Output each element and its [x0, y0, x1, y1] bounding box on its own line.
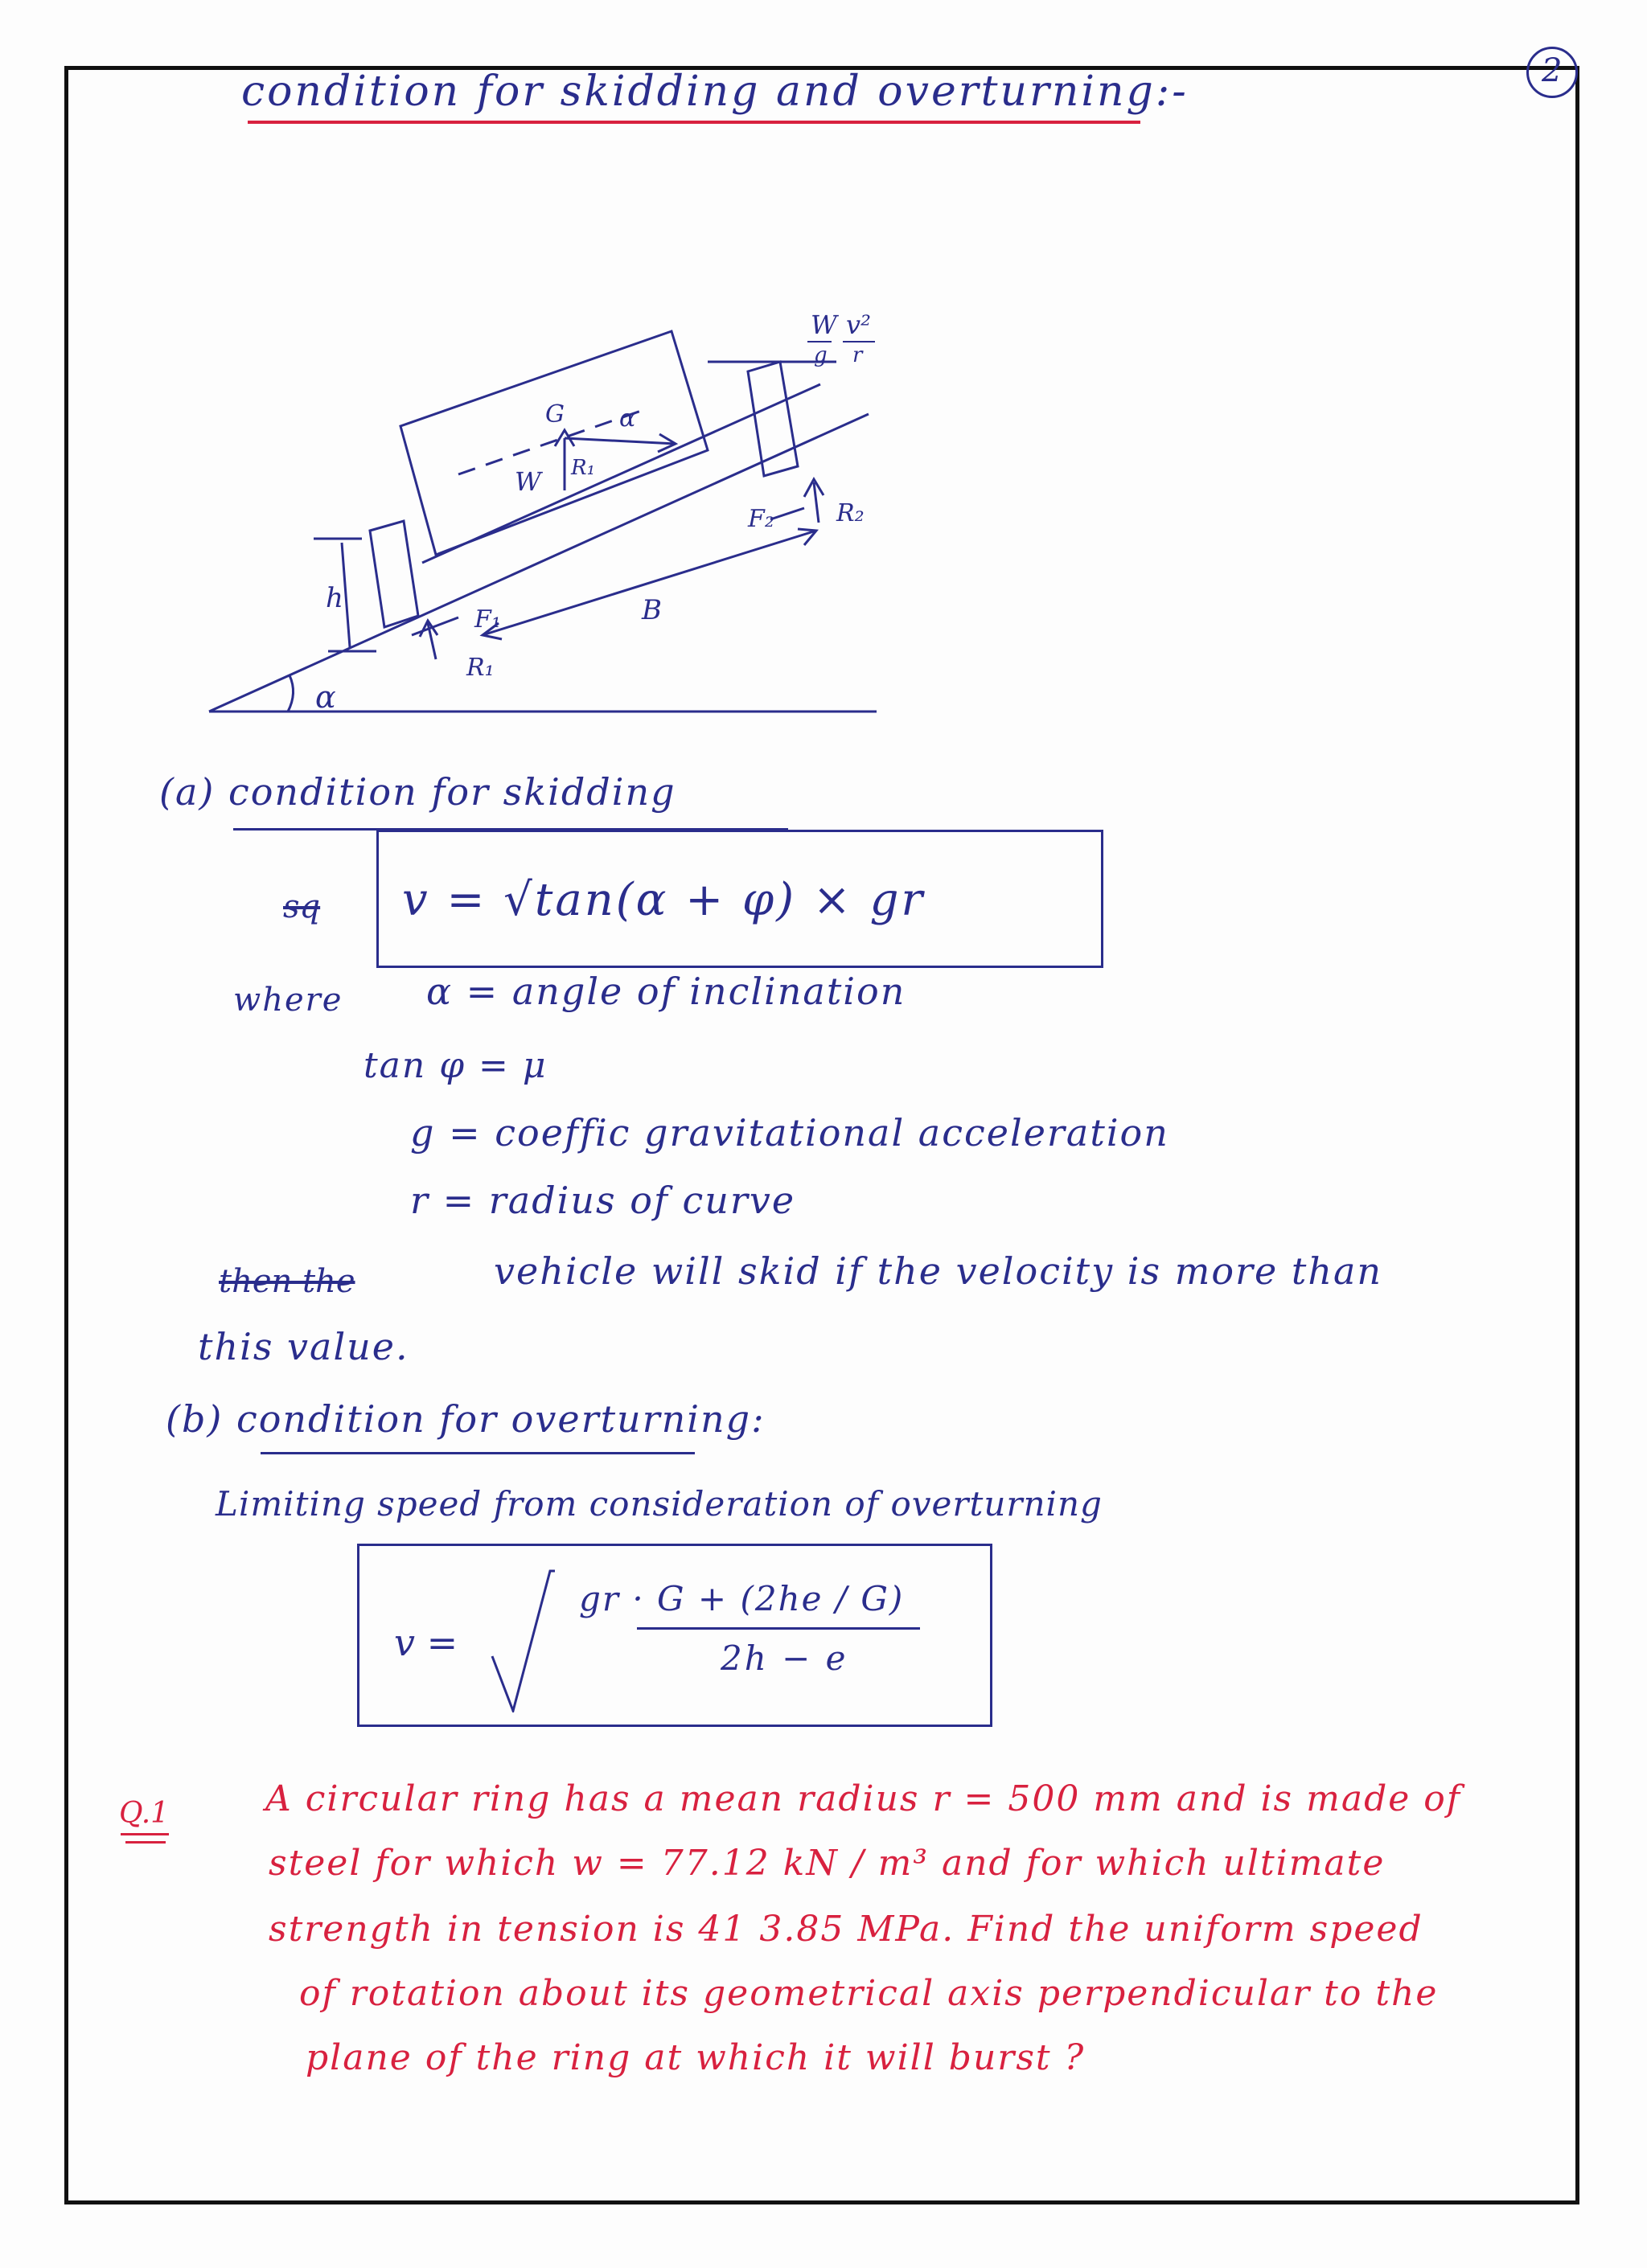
alpha-arc: [288, 675, 294, 712]
label-alpha-small: α: [619, 404, 636, 433]
f2-arrow: [770, 508, 804, 519]
label-R1-top: R₁: [571, 456, 595, 480]
page-number: 2: [1542, 52, 1563, 89]
limiting-speed-intro: Limiting speed from consideration of overturning: [216, 1484, 1103, 1524]
label-R2: R₂: [836, 499, 865, 527]
overturning-formula-denominator: 2h − e: [721, 1638, 848, 1678]
fraction-bar: [637, 1627, 920, 1630]
section-a-prefix: sq: [283, 888, 321, 925]
question-line-1: A circular ring has a mean radius r = 500 mm and is made of: [265, 1778, 1462, 1819]
question-line-5: plane of the ring at which it will burst ?: [306, 2037, 1086, 2078]
incline-line: [209, 414, 869, 712]
page-title: condition for skidding and overturning:-: [241, 68, 1189, 116]
sqrt-sign: [491, 1568, 555, 1712]
question-label-underline-2: [125, 1841, 166, 1844]
note-line-2: this value.: [198, 1325, 409, 1368]
question-label-underline-1: [121, 1833, 169, 1835]
label-B: B: [642, 594, 662, 626]
overturning-formula-numerator: gr · G + (2he / G): [579, 1579, 905, 1618]
note-line-1: vehicle will skid if the velocity is more than: [494, 1249, 1383, 1293]
skidding-formula: v = √tan(α + φ) × gr: [402, 874, 926, 926]
question-line-2: steel for which w = 77.12 kN / m³ and for which ultimate: [269, 1843, 1386, 1884]
wheel-2: [748, 362, 798, 476]
section-b-heading: (b) condition for overturning:: [166, 1397, 766, 1441]
section-a-heading: (a) condition for skidding: [159, 770, 676, 814]
centrifugal-arrow: [565, 438, 676, 444]
inclined-vehicle-diagram: [193, 297, 933, 740]
question-line-3: strength in tension is 41 3.85 MPa. Find the uniform speed: [269, 1909, 1423, 1950]
def-alpha: α = angle of inclination: [426, 970, 906, 1013]
section-b-heading-underline: [261, 1452, 695, 1454]
question-line-4: of rotation about its geometrical axis perpendicular to the: [299, 1973, 1439, 2014]
label-W-top: W: [811, 310, 837, 340]
label-r: r: [852, 343, 863, 367]
label-G: G: [545, 400, 565, 429]
label-F2: F₂: [748, 505, 774, 533]
def-tan-phi: tan φ = μ: [363, 1045, 548, 1086]
label-v2: v²: [846, 310, 871, 340]
label-alpha: α: [315, 679, 336, 715]
r2-arrow: [814, 482, 819, 523]
label-weight: W: [515, 466, 541, 497]
where-label: where: [233, 982, 343, 1019]
def-g: g = coeffic gravitational acceleration: [410, 1111, 1169, 1155]
def-r: r = radius of curve: [410, 1179, 796, 1222]
title-underline: [248, 121, 1140, 124]
question-label: Q.1: [119, 1797, 170, 1830]
label-h: h: [326, 582, 343, 614]
label-F1: F₁: [474, 605, 501, 634]
note-struck: then the: [219, 1263, 355, 1300]
overturning-formula-lhs: v =: [394, 1621, 458, 1664]
label-R1: R₁: [466, 654, 495, 682]
label-g: g: [814, 343, 828, 367]
wheel-1: [370, 521, 418, 627]
